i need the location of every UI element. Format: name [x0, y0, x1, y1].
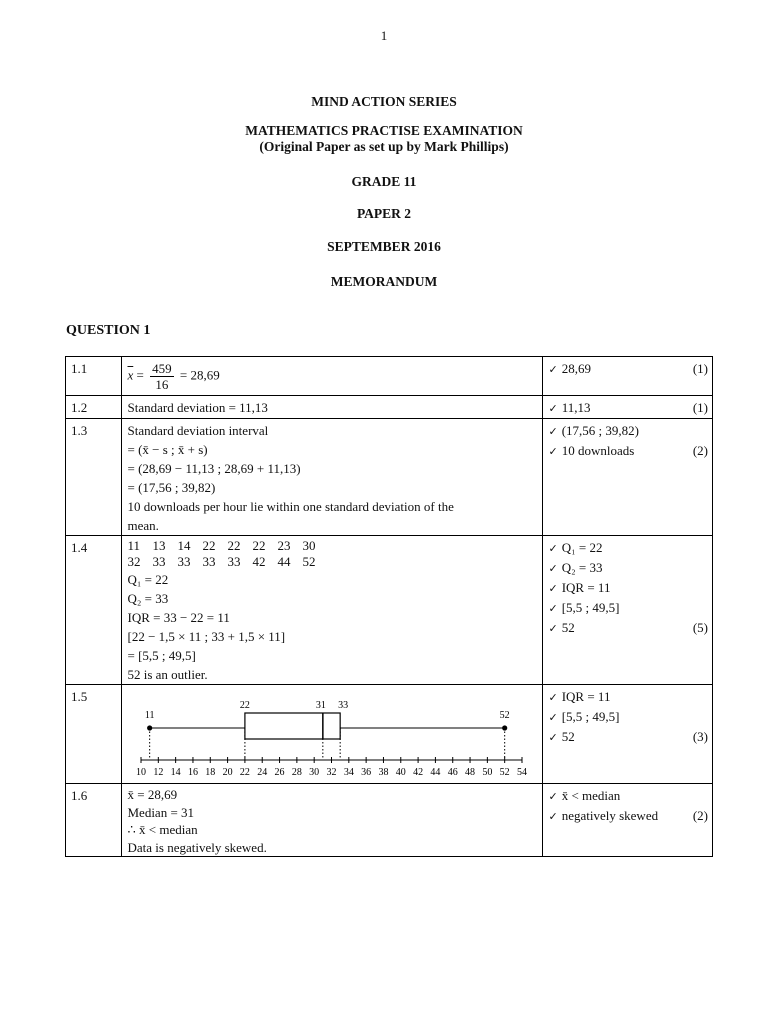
check-icon: ✓ — [548, 602, 558, 615]
tick-label: 34 — [344, 767, 355, 778]
marks-cell — [543, 419, 713, 536]
mark-line: ✓ x̄ < median — [548, 788, 621, 803]
mark-line: ✓ [5,5 ; 49,5] — [548, 709, 620, 724]
mark-line: ✓ 28,69 (1) — [548, 361, 708, 376]
check-icon: ✓ — [548, 582, 558, 595]
question-number: 1.4 — [66, 536, 122, 685]
check-icon: ✓ — [548, 542, 558, 555]
question-number: 1.2 — [66, 396, 122, 419]
fraction — [150, 361, 174, 392]
tick-label: 52 — [500, 767, 511, 778]
answer-line: = (28,69 − 11,13 ; 28,69 + 11,13) — [127, 461, 301, 476]
data-values-row-2: 32 33 33 33 33 42 44 52 — [127, 554, 316, 569]
tick-label: 44 — [430, 767, 441, 778]
answer-line: mean. — [127, 518, 159, 533]
tick-label: 54 — [517, 767, 528, 778]
exam-title: MATHEMATICS PRACTISE EXAMINATION — [245, 123, 523, 138]
answer-line: x̄ = 28,69 — [127, 787, 178, 802]
tick-label: 36 — [361, 767, 372, 778]
box-iqr — [245, 713, 340, 739]
check-icon: ✓ — [548, 445, 558, 458]
mark-line: ✓ Q₁ = 22 — [548, 540, 603, 555]
question-number: 1.1 — [66, 357, 122, 396]
table-row — [66, 685, 713, 784]
points: (2) — [692, 443, 708, 458]
equals-sign: = — [136, 367, 144, 383]
check-icon: ✓ — [548, 810, 558, 823]
value-label: 31 — [316, 700, 327, 711]
marks-cell — [543, 357, 713, 396]
mark-line: ✓ IQR = 11 — [548, 580, 611, 595]
date-title: SEPTEMBER 2016 — [327, 239, 441, 254]
memorandum-title: MEMORANDUM — [330, 274, 438, 289]
series-title: MIND ACTION SERIES — [311, 94, 457, 109]
tick-label: 48 — [465, 767, 476, 778]
table-row — [66, 419, 713, 536]
tick-label: 14 — [171, 767, 182, 778]
tick-label: 24 — [257, 767, 268, 778]
marks-cell — [543, 685, 713, 784]
value-label: 52 — [500, 710, 511, 721]
points: (3) — [692, 729, 708, 744]
tick-label: 26 — [275, 767, 286, 778]
answer-cell — [122, 536, 543, 685]
mark-line: ✓ 10 downloads (2) — [548, 443, 708, 458]
answer-line: 52 is an outlier. — [127, 667, 208, 682]
mark-line: ✓ [5,5 ; 49,5] — [548, 600, 620, 615]
answer-cell — [122, 784, 543, 857]
mark-line: ✓ IQR = 11 — [548, 689, 611, 704]
mark-line: ✓ (17,56 ; 39,82) — [548, 423, 639, 438]
memo-table — [65, 356, 713, 857]
mark-line: ✓ 52 (3) — [548, 729, 708, 744]
answer-line: Standard deviation = 11,13 — [127, 400, 268, 415]
question-title: QUESTION 1 — [66, 323, 151, 338]
min-point — [148, 725, 153, 730]
tick-label: 18 — [205, 767, 216, 778]
answer-line: = (x̄ − s ; x̄ + s) — [127, 442, 208, 457]
check-icon: ✓ — [548, 562, 558, 575]
tick-label: 16 — [188, 767, 199, 778]
tick-label: 42 — [413, 767, 424, 778]
page-number: 1 — [380, 28, 388, 43]
question-number: 1.6 — [66, 784, 122, 857]
box-and-whisker-plot — [122, 685, 542, 783]
value-label: 33 — [338, 700, 349, 711]
mark-line: ✓ Q₂ = 33 — [548, 560, 603, 575]
answer-cell — [122, 419, 543, 536]
marks-cell — [543, 784, 713, 857]
numerator: 459 — [152, 361, 172, 376]
answer-line: 10 downloads per hour lie within one standard deviation of the — [127, 499, 454, 514]
original-paper-note: (Original Paper as set up by Mark Phillips) — [259, 139, 509, 154]
tick-label: 28 — [292, 767, 303, 778]
table-row — [66, 357, 713, 396]
tick-label: 30 — [309, 767, 320, 778]
max-point — [503, 725, 508, 730]
tick-label: 22 — [240, 767, 251, 778]
check-icon: ✓ — [548, 425, 558, 438]
value-label: 22 — [240, 700, 251, 711]
marks-cell — [543, 536, 713, 685]
question-number: 1.5 — [66, 685, 122, 784]
paper-title: PAPER 2 — [356, 206, 412, 221]
mean-symbol: $\overline{x}$ — [127, 367, 134, 383]
tick-label: 20 — [223, 767, 234, 778]
answer-cell — [122, 396, 543, 419]
answer-line: = (17,56 ; 39,82) — [127, 480, 216, 495]
check-icon: ✓ — [548, 790, 558, 803]
mark-line: ✓ 11,13 (1) — [548, 400, 708, 415]
table-row — [66, 536, 713, 685]
answer-line: Data is negatively skewed. — [127, 839, 267, 855]
check-icon: ✓ — [548, 711, 558, 724]
check-icon: ✓ — [548, 622, 558, 635]
points: (1) — [692, 400, 708, 415]
points: (1) — [692, 361, 708, 376]
question-number: 1.3 — [66, 419, 122, 536]
answer-cell — [122, 685, 543, 784]
value-label: 11 — [145, 710, 155, 721]
tick-label: 10 — [136, 767, 147, 778]
tick-label: 40 — [396, 767, 407, 778]
mark-line: ✓ 52 (5) — [548, 620, 708, 635]
answer-line: Median = 31 — [127, 804, 195, 820]
answer-line: [22 − 1,5 × 11 ; 33 + 1,5 × 11] — [127, 629, 286, 644]
denominator: 16 — [155, 377, 169, 392]
check-icon: ✓ — [548, 402, 558, 415]
tick-label: 50 — [482, 767, 493, 778]
tick-label: 38 — [378, 767, 389, 778]
table-row — [66, 784, 713, 857]
tick-label: 46 — [448, 767, 459, 778]
marks-cell — [543, 396, 713, 419]
answer-line: IQR = 33 − 22 = 11 — [127, 610, 230, 625]
tick-label: 12 — [153, 767, 164, 778]
table-row — [66, 396, 713, 419]
answer-cell — [122, 357, 543, 396]
answer-line: Q₁ = 22 — [127, 572, 169, 587]
answer-line: = [5,5 ; 49,5] — [127, 648, 196, 663]
tick-label: 32 — [326, 767, 337, 778]
mark-line: ✓ negatively skewed (2) — [548, 808, 708, 823]
mean-result: = 28,69 — [179, 367, 220, 383]
points: (5) — [692, 620, 708, 635]
check-icon: ✓ — [548, 363, 558, 376]
answer-line: ∴ x̄ < median — [127, 822, 198, 837]
points: (2) — [692, 808, 708, 823]
answer-line: Q₂ = 33 — [127, 591, 169, 606]
check-icon: ✓ — [548, 691, 558, 704]
data-values-row-1: 11 13 14 22 22 22 23 30 — [127, 538, 316, 553]
grade-title: GRADE 11 — [351, 174, 417, 189]
answer-line: Standard deviation interval — [127, 423, 269, 438]
check-icon: ✓ — [548, 731, 558, 744]
